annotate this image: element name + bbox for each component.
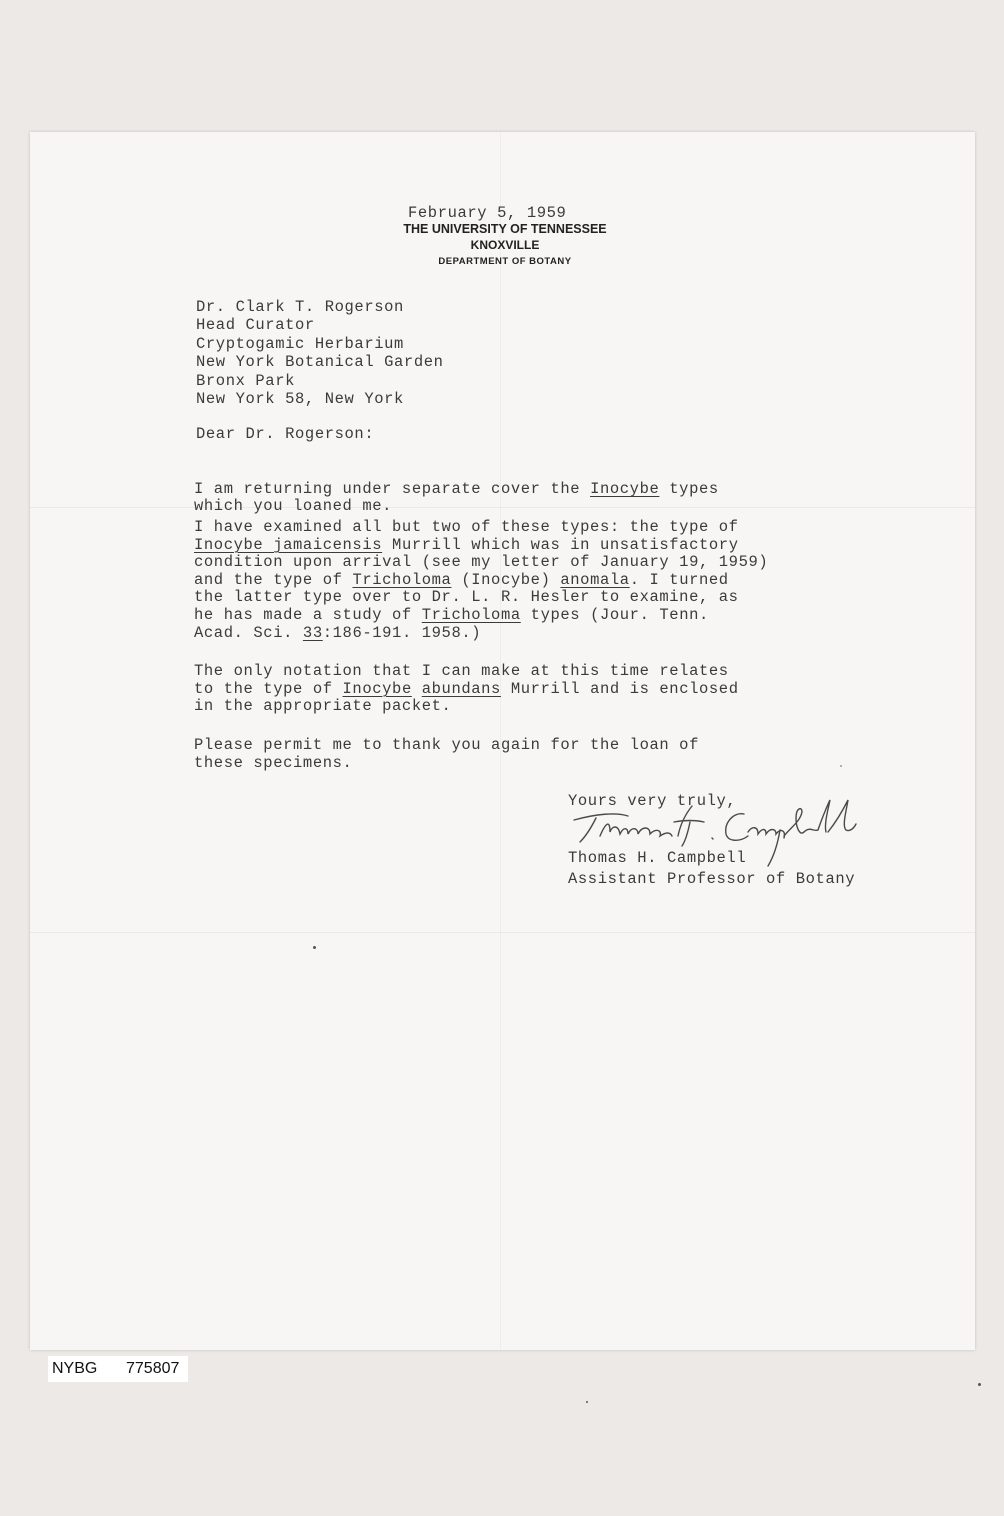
- taxon-name: Tricholoma: [421, 605, 521, 624]
- speck: [586, 1401, 588, 1403]
- specimen-label: [48, 1356, 188, 1382]
- address-line: Dr. Clark T. Rogerson: [196, 298, 404, 316]
- paragraph-2: I have examined all but two of these types: the type of Inocybe jamaicensis Murrill which was in unsatisfactory condition upon arrival (see my letter of January 19, 1959) and the type of Tricholoma (Inocybe) anomala. I turned the latter type over to Dr. L. R. Hesler to examine, as he has made a study of Tricholoma types (Jour. Tenn. Acad. Sci. 33:186-191. 1958.): [194, 518, 769, 642]
- specimen-number: 775807: [126, 1360, 180, 1377]
- salutation: Dear Dr. Rogerson:: [196, 425, 375, 443]
- paragraph-4: Please permit me to thank you again for the loan of these specimens.: [194, 736, 699, 772]
- paragraph-3: The only notation that I can make at this time relates to the type of Inocybe abundans Murrill and is enclosed in the appropriate packet.: [194, 662, 739, 716]
- taxon-name: anomala: [560, 570, 630, 589]
- speck: [313, 946, 316, 949]
- taxon-name: abundans: [421, 679, 501, 698]
- letter-date: February 5, 1959: [408, 204, 567, 222]
- letterhead-department: DEPARTMENT OF BOTANY: [438, 256, 572, 267]
- taxon-name: Inocybe: [590, 480, 660, 498]
- signatory-title: Assistant Professor of Botany: [568, 870, 856, 888]
- address-line: New York Botanical Garden: [196, 353, 444, 372]
- speck: [978, 1383, 981, 1386]
- address-line: Cryptogamic Herbarium: [196, 334, 404, 353]
- volume-number: 33: [302, 623, 323, 642]
- address-line: Bronx Park: [196, 371, 296, 390]
- signatory-name: Thomas H. Campbell: [568, 849, 747, 867]
- taxon-name: Tricholoma: [352, 570, 452, 589]
- address-line: New York 58, New York: [196, 390, 404, 409]
- institution-code: NYBG: [52, 1360, 98, 1377]
- valediction: Yours very truly,: [568, 792, 737, 810]
- fold-line: [30, 932, 975, 933]
- letterhead-university: THE UNIVERSITY OF TENNESSEE: [403, 222, 607, 236]
- paragraph-1: I am returning under separate cover the Inocybe types which you loaned me.: [194, 480, 719, 515]
- recipient-address: [196, 298, 444, 408]
- taxon-name: Inocybe jamaicensis: [194, 535, 383, 554]
- taxon-name: Inocybe: [342, 679, 412, 698]
- speck: [840, 765, 842, 767]
- letterhead-city: KNOXVILLE: [470, 238, 540, 252]
- address-line: Head Curator: [196, 316, 315, 335]
